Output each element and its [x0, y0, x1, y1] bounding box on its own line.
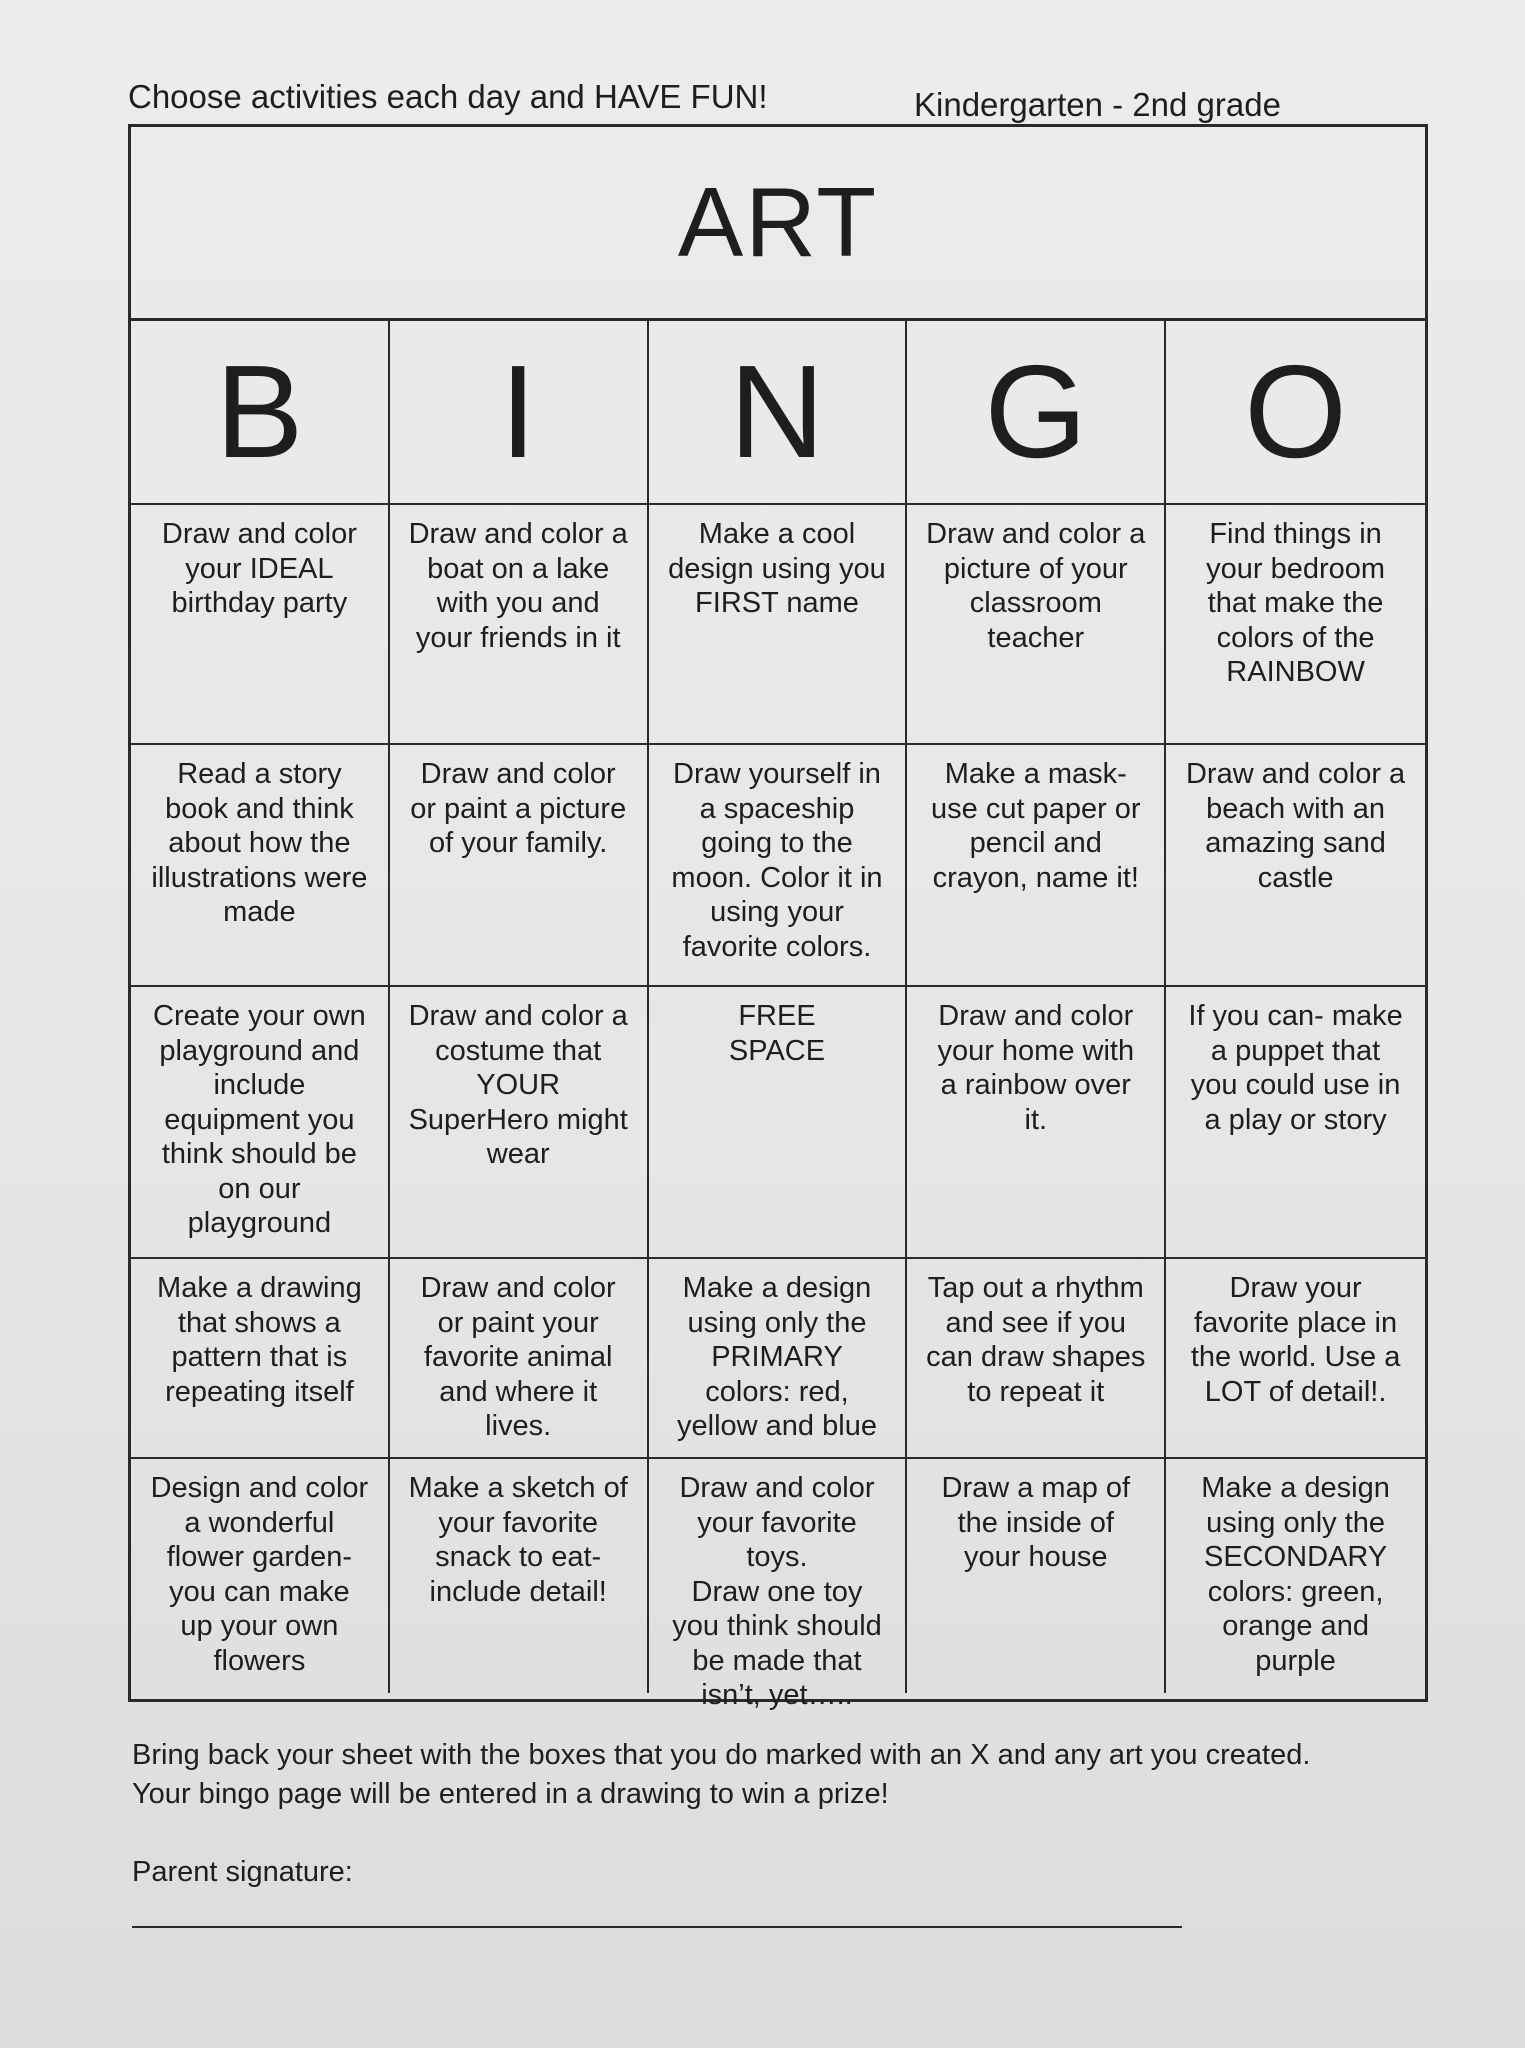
bingo-cell: Draw and color a costume that YOUR SuperHero might wear — [390, 987, 649, 1259]
bingo-cell: Draw yourself in a spaceship going to the moon. Color it in using your favorite colors. — [649, 745, 908, 987]
bingo-cell: Create your own playground and include equipment you think should be on our playground — [131, 987, 390, 1259]
letter-i: I — [390, 321, 649, 505]
signature-line — [132, 1926, 1182, 1928]
bingo-cell: Draw and color or paint your favorite animal and where it lives. — [390, 1259, 649, 1459]
letter-g: G — [907, 321, 1166, 505]
header-grade-level: Kindergarten - 2nd grade — [914, 86, 1281, 123]
bingo-cell: Make a design using only the SECONDARY colors: green, orange and purple — [1201, 1472, 1390, 1677]
footer-line-2: Your bingo page will be entered in a drawing to win a prize! — [132, 1778, 889, 1810]
page-header — [128, 78, 1288, 122]
bingo-cell: Make a cool design using you FIRST name — [649, 505, 908, 745]
bingo-cell: Draw and color your IDEAL birthday party — [131, 505, 390, 745]
letter-b: B — [131, 321, 390, 505]
bingo-cell: Make a mask- use cut paper or pencil and crayon, name it! — [907, 745, 1166, 987]
bingo-cell: Draw and color or paint a picture of your family. — [390, 745, 649, 987]
bingo-cell: Draw and color a picture of your classroom teacher — [907, 505, 1166, 745]
footer-instructions — [132, 1736, 1392, 1814]
bingo-cell: Read a story book and think about how the illustrations were made — [131, 745, 390, 987]
bingo-cell: Make a design using only the PRIMARY colors: red, yellow and blue — [649, 1259, 908, 1459]
bingo-cell: Tap out a rhythm and see if you can draw shapes to repeat it — [907, 1259, 1166, 1459]
bingo-cell: Draw a map of the inside of your house — [907, 1459, 1166, 1693]
bingo-cell: Draw your favorite place in the world. Use a LOT of detail!. — [1166, 1259, 1425, 1459]
footer-line-1: Bring back your sheet with the boxes that you do marked with an X and any art you created. — [132, 1739, 1311, 1771]
bingo-cell: Find things in your bedroom that make the colors of the RAINBOW — [1166, 505, 1425, 745]
letter-n: N — [649, 321, 908, 505]
free-space-cell: FREE SPACE — [649, 987, 908, 1259]
header-instructions: Choose activities each day and HAVE FUN! — [128, 78, 768, 115]
letter-o: O — [1166, 321, 1425, 505]
bingo-cell: Draw and color your home with a rainbow over it. — [907, 987, 1166, 1259]
bingo-title: ART — [131, 127, 1425, 321]
bingo-cell: Make a sketch of your favorite snack to eat- include detail! — [390, 1459, 649, 1693]
bingo-cell: Draw and color a beach with an amazing sand castle — [1166, 745, 1425, 987]
bingo-grid — [131, 321, 1425, 1711]
bingo-cell: If you can- make a puppet that you could use in a play or story — [1166, 987, 1425, 1259]
bingo-cell: Make a drawing that shows a pattern that is repeating itself — [131, 1259, 390, 1459]
parent-signature-label: Parent signature: — [132, 1856, 353, 1888]
bingo-cell: Design and color a wonderful flower garden- you can make up your own flowers — [131, 1459, 390, 1693]
bingo-cell: Draw and color a boat on a lake with you and your friends in it — [390, 505, 649, 745]
bingo-cell: Draw and color your favorite toys. Draw one toy you think should be made that isn’t, yet….. — [649, 1459, 908, 1693]
bingo-card — [128, 124, 1428, 1711]
